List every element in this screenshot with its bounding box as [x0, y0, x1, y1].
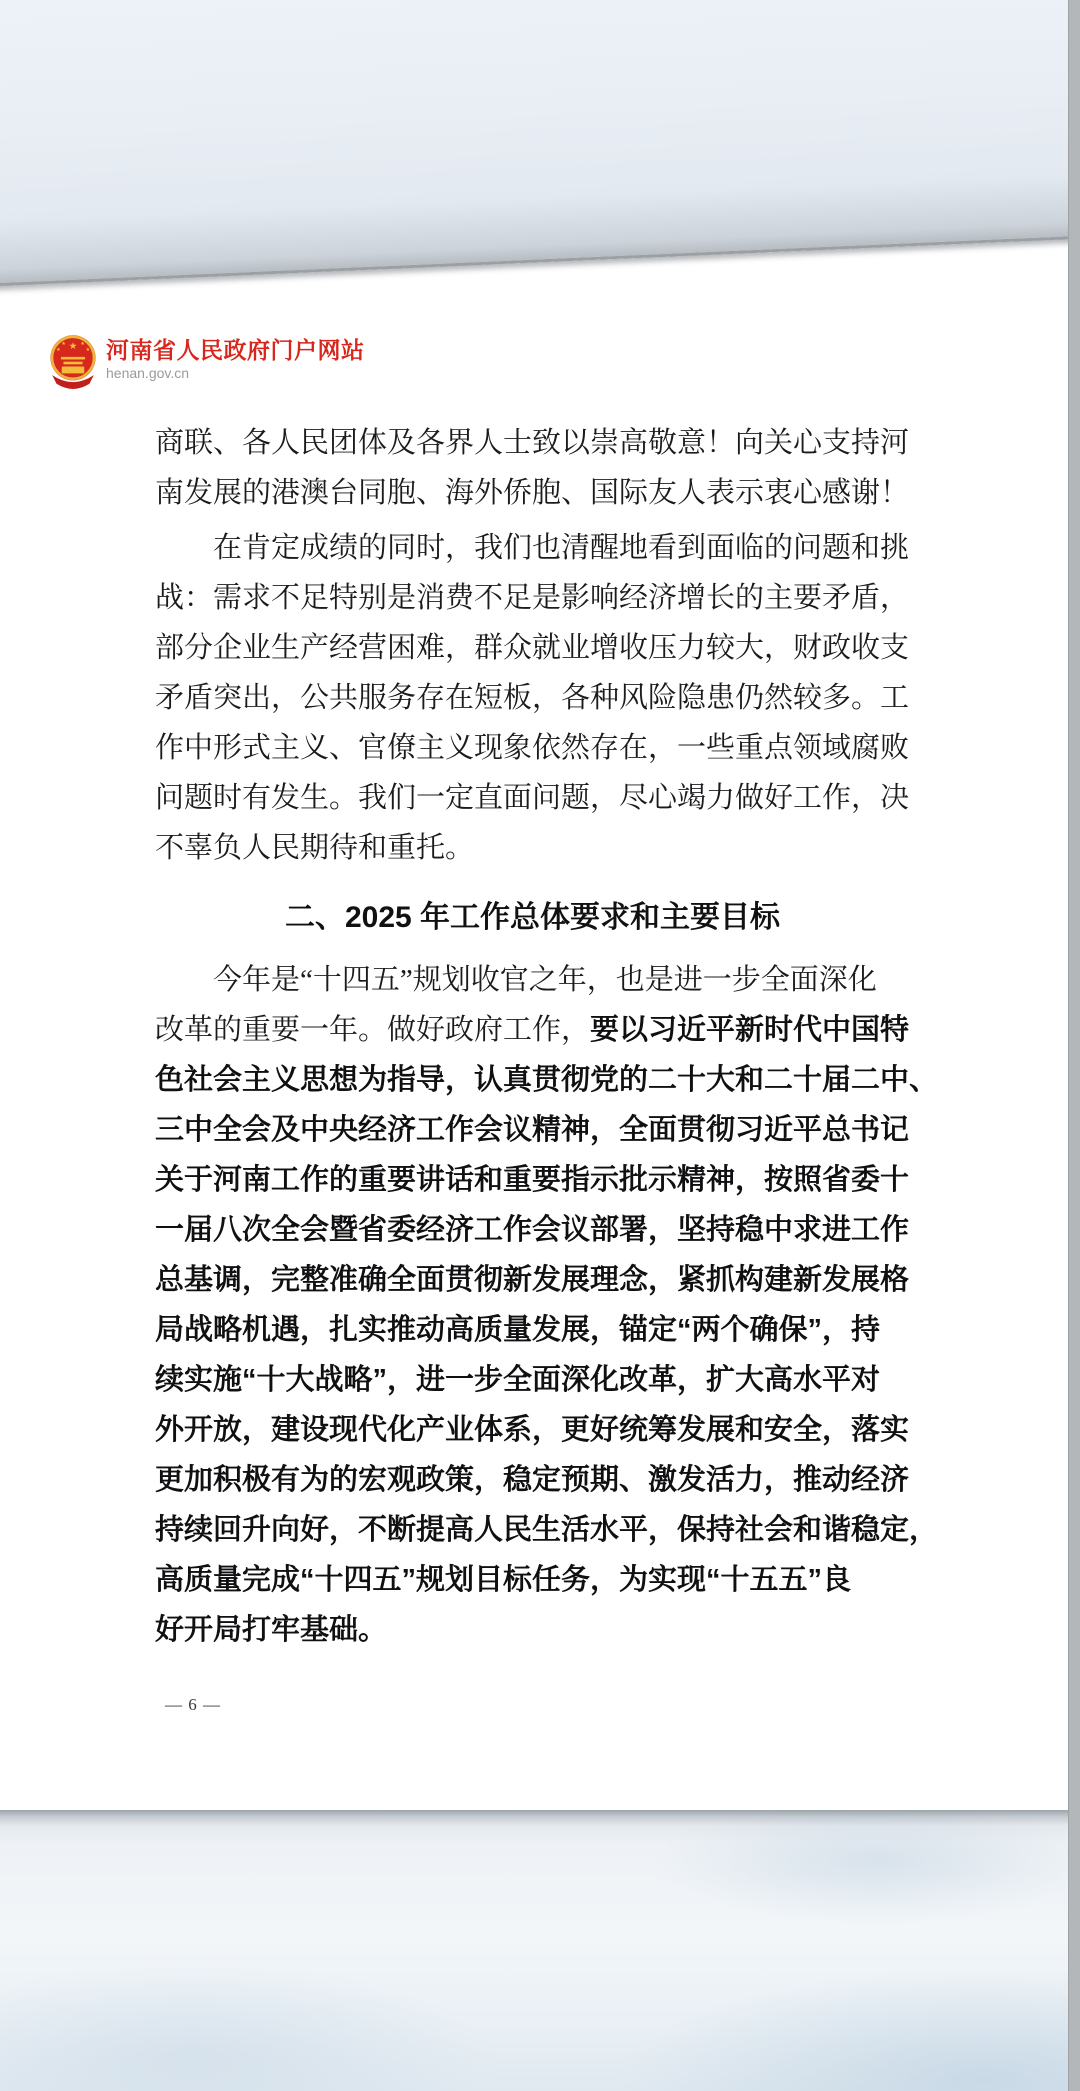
paragraph-problems-and-challenges-line: [155, 673, 910, 723]
svg-text:★: ★: [80, 341, 85, 347]
bold-text-segment: 关于河南工作的重要讲话和重要指示批示精神，按照省委十: [155, 1164, 910, 1196]
text-segment: 战：需求不足特别是消费不足是影响经济增长的主要矛盾，: [155, 582, 910, 614]
bold-text-segment: 续实施“十大战略”，进一步全面深化改革，扩大高水平对: [155, 1364, 881, 1396]
document-body: [155, 418, 939, 1655]
svg-text:★: ★: [68, 342, 78, 353]
paragraph-overall-requirements-line: [155, 1555, 910, 1605]
paragraph-overall-requirements-line: [155, 1255, 910, 1305]
text-segment: 部分企业生产经营困难，群众就业增收压力较大，财政收支: [155, 632, 910, 664]
china-national-emblem-icon: [47, 333, 99, 393]
paragraph-overall-requirements-line: [155, 1455, 910, 1505]
svg-text:★: ★: [85, 347, 90, 353]
svg-text:★: ★: [61, 341, 66, 347]
text-segment: 在肯定成绩的同时，我们也清醒地看到面临的问题和挑: [155, 532, 910, 564]
paragraph-problems-and-challenges-line: [155, 723, 910, 773]
section-heading-2025-requirements: 二、2025 年工作总体要求和主要目标: [284, 901, 781, 934]
paragraph-problems-and-challenges-line: [155, 573, 910, 623]
paragraph-thanks-line: [155, 418, 910, 468]
paragraph-overall-requirements-line: [155, 1355, 910, 1405]
scrollbar[interactable]: [1068, 0, 1080, 2091]
bold-text-segment: 色社会主义思想为指导，认真贯彻党的二十大和二十届二中、: [155, 1064, 939, 1096]
previous-page-edge: [0, 0, 1080, 287]
paragraph-problems-and-challenges-line: [155, 523, 910, 573]
bold-text-segment: 持续回升向好，不断提高人民生活水平，保持社会和谐稳定，: [155, 1514, 939, 1546]
paragraph-overall-requirements-line: [155, 1205, 910, 1255]
bold-text-segment: 一届八次全会暨省委经济工作会议部署，坚持稳中求进工作: [155, 1214, 910, 1246]
bold-text-segment: 高质量完成“十四五”规划目标任务，为实现“十五五”良: [155, 1564, 852, 1596]
bold-text-segment: 好开局打牢基础。: [155, 1614, 388, 1646]
bold-text-segment: 三中全会及中央经济工作会议精神，全面贯彻习近平总书记: [155, 1114, 910, 1146]
text-segment: 改革的重要一年。做好政府工作，: [155, 1014, 591, 1046]
brand-text: [106, 333, 365, 381]
page-number: — 6 —: [165, 1695, 221, 1714]
text-segment: 作中形式主义、官僚主义现象依然存在，一些重点领域腐败: [155, 732, 910, 764]
svg-text:★: ★: [56, 347, 61, 353]
bold-text-segment: 总基调，完整准确全面贯彻新发展理念，紧抓构建新发展格: [155, 1264, 910, 1296]
text-segment: 不辜负人民期待和重托。: [155, 832, 475, 864]
site-domain: henan.gov.cn: [106, 365, 190, 381]
paragraph-problems-and-challenges-line: [155, 823, 910, 873]
bold-text-segment: 更加积极有为的宏观政策，稳定预期、激发活力，推动经济: [155, 1464, 910, 1496]
text-segment: 今年是“十四五”规划收官之年，也是进一步全面深化: [155, 964, 877, 996]
site-header: [47, 333, 365, 393]
paragraph-problems-and-challenges-line: [155, 623, 910, 673]
text-segment: 南发展的港澳台同胞、海外侨胞、国际友人表示衷心感谢！: [155, 477, 910, 509]
paragraph-overall-requirements-line: [155, 1005, 910, 1055]
text-segment: 矛盾突出，公共服务存在短板，各种风险隐患仍然较多。工: [155, 682, 910, 714]
paragraph-overall-requirements-line: [155, 1305, 910, 1355]
paragraph-problems-and-challenges-line: [155, 773, 910, 823]
paragraph-overall-requirements-line: [155, 1055, 939, 1105]
bold-text-segment: 要以习近平新时代中国特: [590, 1014, 910, 1046]
paragraph-overall-requirements-line: [155, 1505, 939, 1555]
paragraph-overall-requirements-line: [155, 955, 910, 1005]
bold-text-segment: 外开放，建设现代化产业体系，更好统筹发展和安全，落实: [155, 1414, 910, 1446]
text-segment: 问题时有发生。我们一定直面问题，尽心竭力做好工作，决: [155, 782, 910, 814]
text-segment: 商联、各人民团体及各界人士致以崇高敬意！向关心支持河: [155, 427, 910, 459]
page-edge-shadow: [0, 1810, 1069, 1826]
paragraph-overall-requirements-line: [155, 1155, 910, 1205]
bold-text-segment: 局战略机遇，扎实推动高质量发展，锚定“两个确保”，持: [155, 1314, 881, 1346]
site-title: 河南省人民政府门户网站: [106, 337, 365, 363]
paragraph-overall-requirements-line: [155, 1405, 910, 1455]
paragraph-overall-requirements-line: [155, 1105, 910, 1155]
paragraph-overall-requirements-line: [155, 1605, 910, 1655]
paragraph-thanks-line: [155, 468, 910, 518]
page-bottom-background: [0, 1810, 1069, 2091]
